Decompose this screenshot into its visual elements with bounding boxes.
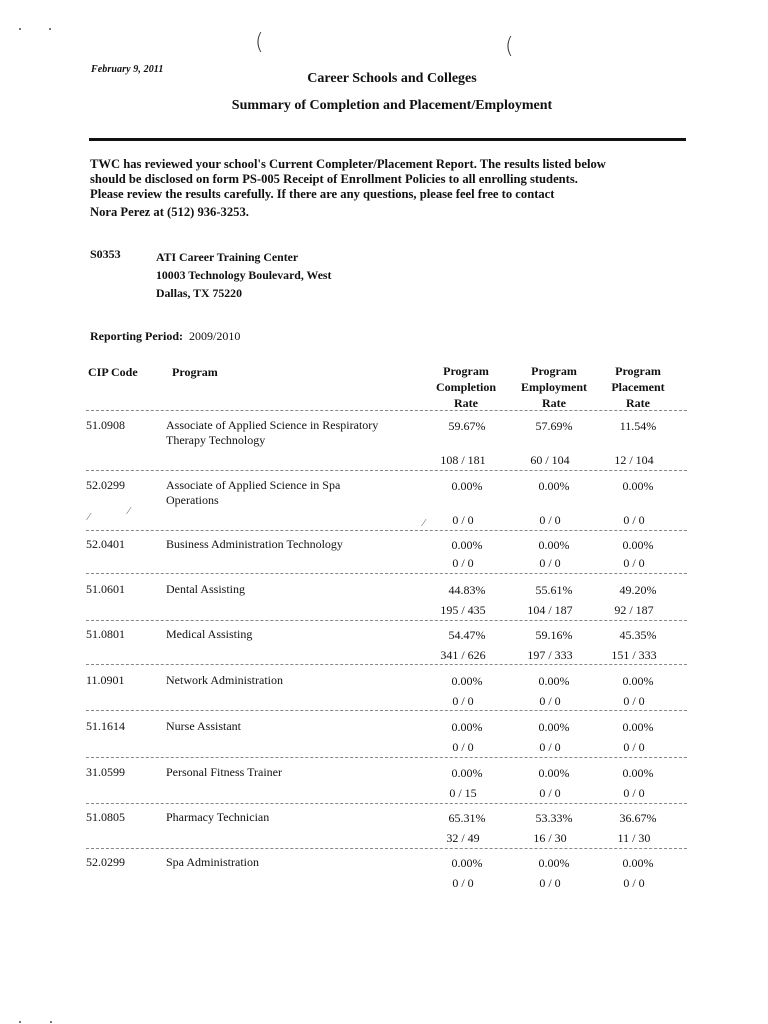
placement-ratio: 0 / 0: [623, 786, 645, 800]
placement-rate: 0.00%: [622, 766, 654, 780]
header-divider: [89, 138, 686, 141]
placement-rate: 0.00%: [622, 479, 654, 493]
placement-ratio: 0 / 0: [623, 876, 645, 890]
pen-mark: ⁄: [88, 512, 90, 523]
row-divider: [86, 757, 687, 758]
placement-rate: 49.20%: [619, 583, 657, 597]
employment-ratio: 0 / 0: [539, 740, 561, 754]
row-divider: [86, 530, 687, 531]
placement-rate: 0.00%: [622, 674, 654, 688]
completion-rate: 0.00%: [451, 856, 483, 870]
program-name: [166, 765, 406, 780]
placement-ratio: 0 / 0: [623, 740, 645, 754]
program-name-line: Medical Assisting: [166, 627, 253, 641]
program-name: [166, 537, 406, 552]
row-divider: [86, 664, 687, 665]
cip-code: 51.1614: [86, 719, 125, 733]
completion-rate: 0.00%: [451, 766, 483, 780]
program-name-line: Dental Assisting: [166, 582, 246, 596]
pen-mark: ⁄: [128, 506, 130, 517]
column-header-employment: [509, 363, 599, 411]
binder-hole-mark: (: [505, 34, 514, 59]
cip-code: 52.0299: [86, 478, 125, 492]
header-line: Program: [531, 364, 577, 378]
program-name-line: Associate of Applied Science in Respiratory: [166, 418, 379, 432]
employment-rate: 55.61%: [535, 583, 573, 597]
row-divider: [86, 573, 687, 574]
header-line: Program: [443, 364, 489, 378]
placement-ratio: 151 / 333: [611, 648, 657, 662]
intro-line: Please review the results carefully. If there are any questions, please feel free to contact: [90, 187, 555, 201]
placement-rate: 45.35%: [619, 628, 657, 642]
header-line: Placement: [611, 380, 665, 394]
column-header-program: Program: [172, 365, 218, 379]
employment-ratio: 0 / 0: [539, 513, 561, 527]
school-info: [156, 248, 331, 302]
intro-paragraph: [90, 157, 710, 220]
placement-ratio: 0 / 0: [623, 556, 645, 570]
placement-ratio: 11 / 30: [617, 831, 651, 845]
program-name: [166, 719, 406, 734]
completion-ratio: 195 / 435: [440, 603, 486, 617]
completion-rate: 0.00%: [451, 479, 483, 493]
completion-ratio: 0 / 0: [452, 740, 474, 754]
completion-rate: 54.47%: [448, 628, 486, 642]
program-name-line: Network Administration: [166, 673, 283, 687]
scan-speck: [49, 28, 51, 30]
employment-rate: 0.00%: [538, 720, 570, 734]
program-name-line: Therapy Technology: [166, 433, 266, 447]
cip-code: 52.0401: [86, 537, 125, 551]
header-line: Rate: [542, 396, 566, 410]
placement-ratio: 0 / 0: [623, 513, 645, 527]
program-name-line: Associate of Applied Science in Spa: [166, 478, 341, 492]
employment-ratio: 60 / 104: [530, 453, 570, 467]
intro-line: should be disclosed on form PS-005 Receipt of Enrollment Policies to all enrolling students.: [90, 172, 578, 186]
completion-ratio: 341 / 626: [440, 648, 486, 662]
document-title: Career Schools and Colleges: [307, 71, 477, 86]
row-divider: [86, 410, 687, 411]
placement-rate: 0.00%: [622, 720, 654, 734]
school-id: S0353: [90, 247, 121, 261]
program-name: [166, 855, 406, 870]
completion-rate: 0.00%: [451, 720, 483, 734]
employment-ratio: 104 / 187: [527, 603, 573, 617]
placement-ratio: 12 / 104: [614, 453, 654, 467]
placement-rate: 11.54%: [619, 419, 657, 433]
completion-rate: 0.00%: [451, 674, 483, 688]
placement-rate: 0.00%: [622, 538, 654, 552]
column-header-completion: [421, 363, 511, 411]
document-date: February 9, 2011: [91, 64, 164, 75]
placement-rate: 0.00%: [622, 856, 654, 870]
reporting-period-value: 2009/2010: [188, 329, 241, 343]
school-address-line2: Dallas, TX 75220: [156, 286, 242, 300]
completion-ratio: 32 / 49: [446, 831, 480, 845]
program-name: [166, 418, 406, 448]
completion-rate: 65.31%: [448, 811, 486, 825]
completion-ratio: 0 / 15: [449, 786, 477, 800]
program-name: [166, 582, 406, 597]
employment-rate: 53.33%: [535, 811, 573, 825]
row-divider: [86, 710, 687, 711]
school-name: ATI Career Training Center: [156, 250, 299, 264]
placement-ratio: 0 / 0: [623, 694, 645, 708]
header-line: Completion: [436, 380, 496, 394]
header-line: Program: [615, 364, 661, 378]
cip-code: 52.0299: [86, 855, 125, 869]
completion-ratio: 0 / 0: [452, 876, 474, 890]
completion-rate: 59.67%: [448, 419, 486, 433]
program-name-line: Spa Administration: [166, 855, 259, 869]
column-header-cip: CIP Code: [88, 365, 138, 379]
cip-code: 51.0801: [86, 627, 125, 641]
completion-ratio: 108 / 181: [440, 453, 486, 467]
employment-ratio: 0 / 0: [539, 876, 561, 890]
completion-ratio: 0 / 0: [452, 556, 474, 570]
employment-ratio: 0 / 0: [539, 694, 561, 708]
cip-code: 11.0901: [86, 673, 125, 687]
employment-ratio: 0 / 0: [539, 556, 561, 570]
employment-rate: 0.00%: [538, 856, 570, 870]
employment-rate: 57.69%: [535, 419, 573, 433]
row-divider: [86, 620, 687, 621]
school-address-line1: 10003 Technology Boulevard, West: [156, 268, 332, 282]
scan-speck: [50, 1021, 52, 1023]
employment-rate: 0.00%: [538, 538, 570, 552]
row-divider: [86, 848, 687, 849]
program-name-line: Pharmacy Technician: [166, 810, 270, 824]
completion-ratio: 0 / 0: [452, 513, 474, 527]
employment-rate: 59.16%: [535, 628, 573, 642]
cip-code: 51.0601: [86, 582, 125, 596]
document-subtitle: Summary of Completion and Placement/Employment: [231, 98, 553, 113]
completion-rate: 44.83%: [448, 583, 486, 597]
row-divider: [86, 803, 687, 804]
reporting-period-label: Reporting Period:: [90, 329, 183, 343]
employment-ratio: 197 / 333: [527, 648, 573, 662]
program-name-line: Operations: [166, 493, 219, 507]
reporting-period: [90, 329, 240, 344]
cip-code: 51.0908: [86, 418, 125, 432]
cip-code: 31.0599: [86, 765, 125, 779]
pen-mark: ⁄: [423, 518, 425, 529]
program-name-line: Personal Fitness Trainer: [166, 765, 283, 779]
program-name: [166, 627, 406, 642]
employment-ratio: 0 / 0: [539, 786, 561, 800]
binder-hole-mark: (: [255, 30, 264, 55]
header-line: Rate: [626, 396, 650, 410]
completion-ratio: 0 / 0: [452, 694, 474, 708]
scan-speck: [19, 28, 21, 30]
employment-ratio: 16 / 30: [533, 831, 567, 845]
employment-rate: 0.00%: [538, 674, 570, 688]
employment-rate: 0.00%: [538, 479, 570, 493]
program-name: [166, 673, 406, 688]
row-divider: [86, 470, 687, 471]
program-name: [166, 478, 406, 508]
employment-rate: 0.00%: [538, 766, 570, 780]
program-name: [166, 810, 406, 825]
program-name-line: Business Administration Technology: [166, 537, 343, 551]
placement-rate: 36.67%: [619, 811, 657, 825]
cip-code: 51.0805: [86, 810, 125, 824]
intro-contact-line: Nora Perez at (512) 936-3253.: [90, 205, 249, 219]
header-line: Rate: [454, 396, 478, 410]
scan-speck: [19, 1021, 21, 1023]
intro-line: TWC has reviewed your school's Current Completer/Placement Report. The results listed below: [90, 157, 606, 171]
column-header-placement: [593, 363, 683, 411]
header-line: Employment: [521, 380, 587, 394]
placement-ratio: 92 / 187: [614, 603, 654, 617]
completion-rate: 0.00%: [451, 538, 483, 552]
program-name-line: Nurse Assistant: [166, 719, 241, 733]
